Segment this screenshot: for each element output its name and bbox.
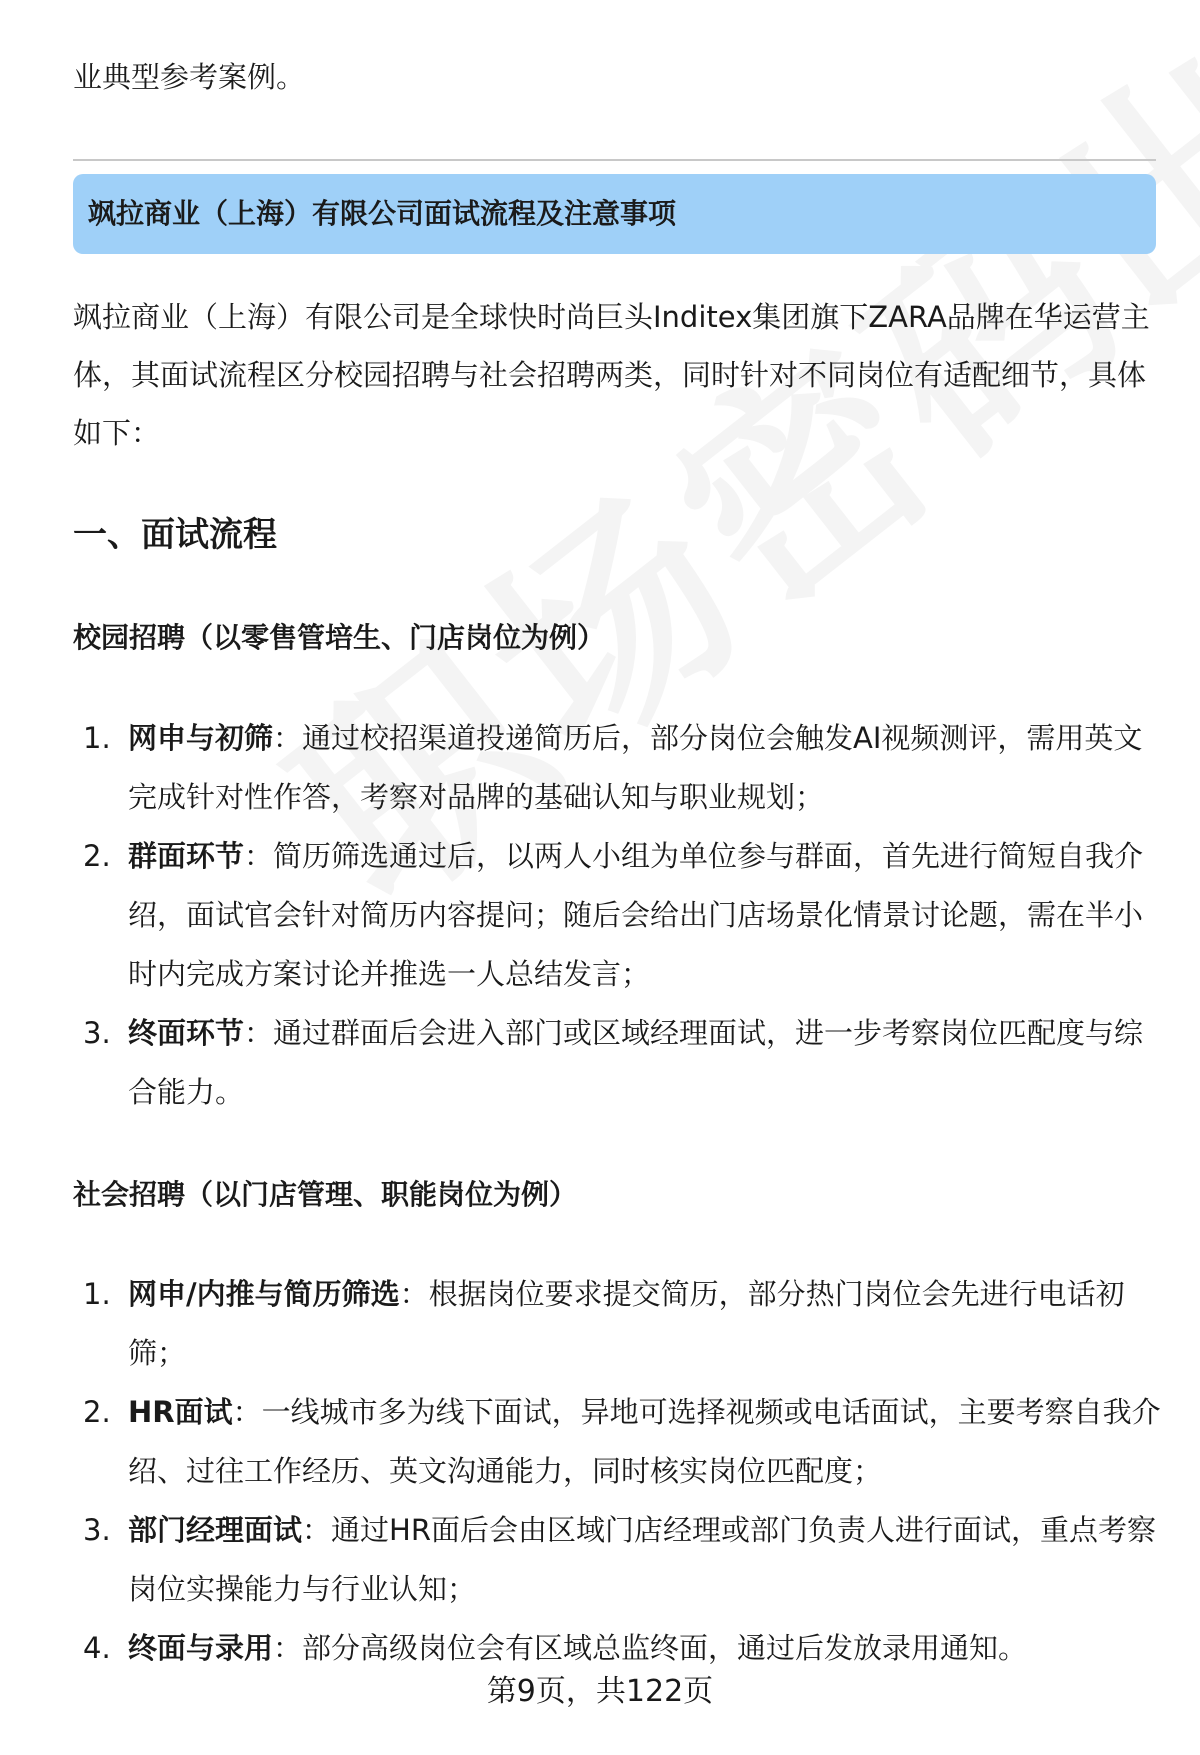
social-steps-list [73, 1265, 1163, 1678]
step-text: ：根据岗位要求提交简历，部分热门岗位会先进行电话初筛； [128, 1277, 1125, 1370]
list-number: 1. [83, 1277, 111, 1311]
section-heading-interview-process: 一、面试流程 [73, 515, 277, 555]
list-item [73, 1383, 1163, 1501]
step-label: 部门经理面试 [128, 1513, 303, 1547]
page-footer: 第9页，共122页 [486, 1674, 714, 1709]
list-number: 3. [83, 1513, 111, 1547]
continuation-text: 业典型参考案例。 [73, 60, 306, 94]
list-item [73, 1501, 1163, 1619]
list-item [73, 709, 1163, 827]
step-label: 群面环节 [128, 839, 245, 873]
list-item [73, 1004, 1163, 1122]
step-text: ：简历筛选通过后，以两人小组为单位参与群面，首先进行简短自我介绍，面试官会针对简历内容提问；随后会给出门店场景化情景讨论题，需在半小时内完成方案讨论并推选一人总结发言； [128, 839, 1144, 991]
step-text: ：通过群面后会进入部门或区域经理面试，进一步考察岗位匹配度与综合能力。 [128, 1016, 1144, 1109]
step-label: 终面环节 [128, 1016, 245, 1050]
step-label: HR面试 [128, 1395, 233, 1429]
campus-steps-list [73, 709, 1163, 1122]
step-label: 网申/内推与简历筛选 [128, 1277, 400, 1311]
list-number: 2. [83, 1395, 111, 1429]
step-label: 终面与录用 [128, 1631, 274, 1665]
intro-paragraph: 飒拉商业（上海）有限公司是全球快时尚巨头Inditex集团旗下ZARA品牌在华运营主体，其面试流程区分校园招聘与社会招聘两类，同时针对不同岗位有适配细节，具体如下： [73, 300, 1150, 450]
list-number: 1. [83, 721, 111, 755]
subheading-social-recruitment: 社会招聘（以门店管理、职能岗位为例） [73, 1178, 578, 1211]
list-item [73, 827, 1163, 1004]
step-text: ：部分高级岗位会有区域总监终面，通过后发放录用通知。 [273, 1631, 1028, 1665]
list-number: 2. [83, 839, 111, 873]
list-number: 4. [83, 1631, 111, 1665]
banner-title: 飒拉商业（上海）有限公司面试流程及注意事项 [88, 197, 677, 230]
list-item [73, 1265, 1163, 1383]
section-banner [73, 174, 1156, 254]
subheading-campus-recruitment: 校园招聘（以零售管培生、门店岗位为例） [73, 621, 606, 654]
step-text: ：通过校招渠道投递简历后，部分岗位会触发AI视频测评，需用英文完成针对性作答，考察对品牌的基础认知与职业规划； [128, 721, 1143, 814]
step-label: 网申与初筛 [128, 721, 274, 755]
list-number: 3. [83, 1016, 111, 1050]
section-divider [73, 159, 1156, 161]
step-text: ：通过HR面后会由区域门店经理或部门负责人进行面试，重点考察岗位实操能力与行业认知； [128, 1513, 1156, 1606]
step-text: ：一线城市多为线下面试，异地可选择视频或电话面试，主要考察自我介绍、过往工作经历、英文沟通能力，同时核实岗位匹配度； [128, 1395, 1161, 1488]
